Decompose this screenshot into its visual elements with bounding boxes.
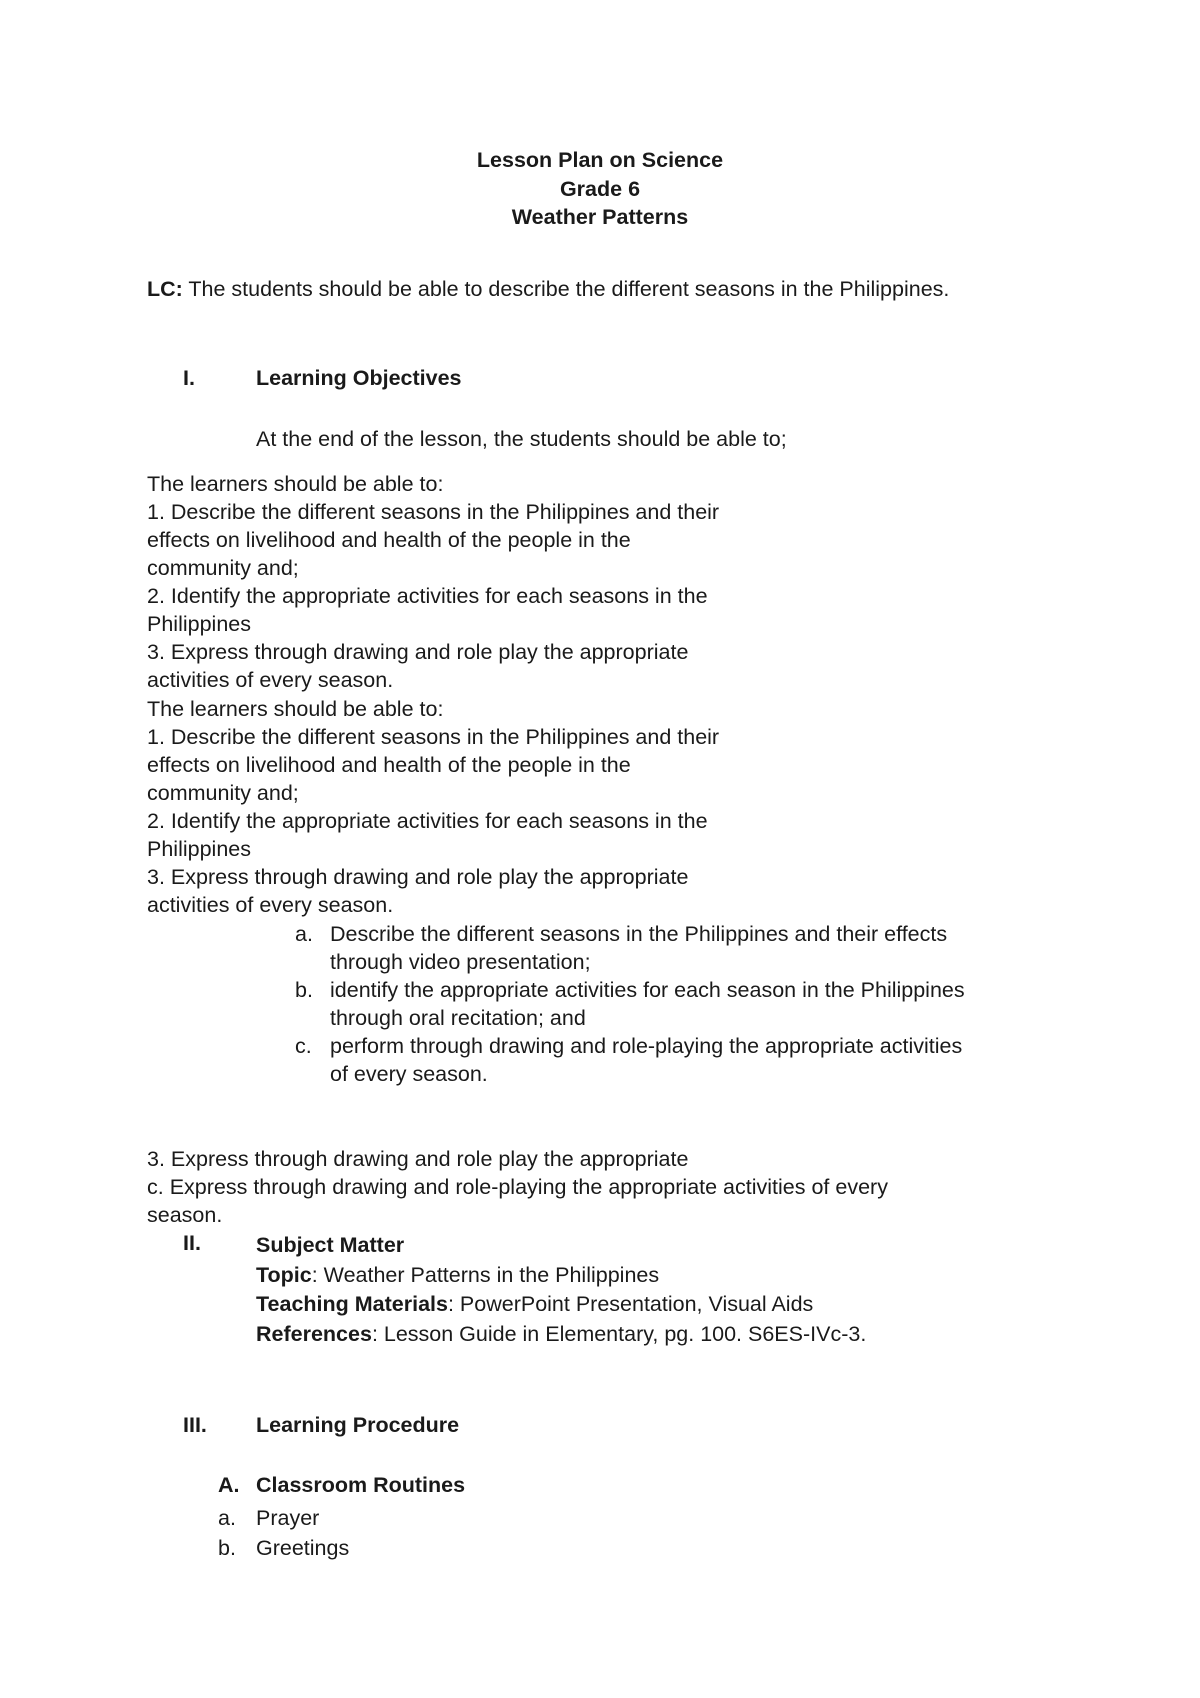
subsection-a-heading: Classroom Routines (256, 1473, 466, 1497)
objectives-block-3 (147, 1145, 888, 1229)
references-value: : Lesson Guide in Elementary, pg. 100. S6ES-IVc-3. (371, 1321, 867, 1346)
list-item-line: of every season. (330, 1062, 488, 1086)
paragraph-line: Philippines (147, 837, 251, 861)
paragraph-line: community and; (147, 781, 299, 805)
list-item (295, 1032, 965, 1088)
list-item-line: perform through drawing and role-playing the appropriate activities (330, 1034, 963, 1058)
topic-line (256, 1261, 866, 1291)
section-2-number: II. (183, 1231, 201, 1255)
materials-label: Teaching Materials (256, 1292, 448, 1316)
list-item (218, 1503, 349, 1533)
list-item (295, 976, 965, 1032)
paragraph-line: 2. Identify the appropriate activities for each seasons in the (147, 809, 708, 833)
list-marker: b. (218, 1536, 236, 1560)
paragraph-line: community and; (147, 556, 299, 580)
objectives-intro: At the end of the lesson, the students should be able to; (256, 427, 787, 451)
section-1-number: I. (183, 366, 195, 390)
subject-matter (256, 1231, 866, 1349)
list-item-line: through oral recitation; and (330, 1006, 586, 1030)
title-line-topic: Weather Patterns (511, 205, 689, 229)
title-line-subject: Lesson Plan on Science (476, 148, 724, 172)
topic-value: : Weather Patterns in the Philippines (311, 1262, 660, 1287)
references-line (256, 1320, 866, 1350)
routines-list (218, 1503, 349, 1563)
list-item-label: Greetings (256, 1536, 350, 1560)
paragraph-line: c. Express through drawing and role-playing the appropriate activities of every (147, 1175, 888, 1199)
list-item-line: Describe the different seasons in the Philippines and their effects (330, 922, 948, 946)
paragraph-line: activities of every season. (147, 668, 394, 692)
materials-value: : PowerPoint Presentation, Visual Aids (447, 1292, 814, 1316)
paragraph-line: The learners should be able to: (147, 472, 444, 496)
list-marker: b. (295, 978, 313, 1002)
section-1-heading: Learning Objectives (256, 366, 462, 390)
objectives-block-1 (147, 470, 719, 694)
lc-label: LC: (147, 277, 183, 301)
title-line-grade: Grade 6 (559, 176, 641, 201)
objectives-list (295, 920, 965, 1088)
subsection-a-marker: A. (218, 1473, 240, 1497)
paragraph-line: 3. Express through drawing and role play the appropriate (147, 865, 689, 889)
list-item-label: Prayer (256, 1506, 320, 1530)
section-2-heading: Subject Matter (256, 1233, 405, 1257)
paragraph-line: season. (147, 1203, 223, 1227)
lc-text: The students should be able to describe the different seasons in the Philippines. (182, 277, 950, 301)
list-item (218, 1533, 349, 1563)
section-3-heading: Learning Procedure (256, 1413, 460, 1437)
paragraph-line: effects on livelihood and health of the people in the (147, 753, 631, 777)
paragraph-line: Philippines (147, 612, 251, 636)
list-item-line: through video presentation; (330, 950, 591, 974)
objectives-block-2 (147, 695, 719, 919)
paragraph-line: 2. Identify the appropriate activities for each seasons in the (147, 584, 708, 608)
references-label: References (256, 1321, 372, 1346)
section-3-number: III. (183, 1413, 207, 1437)
list-marker: a. (295, 922, 313, 946)
learning-competency (147, 277, 949, 302)
list-item (295, 920, 965, 976)
document-title (0, 146, 1200, 232)
list-marker: a. (218, 1506, 236, 1530)
paragraph-line: The learners should be able to: (147, 697, 444, 721)
paragraph-line: 3. Express through drawing and role play the appropriate (147, 1147, 689, 1171)
list-marker: c. (295, 1034, 312, 1058)
paragraph-line: 3. Express through drawing and role play the appropriate (147, 640, 689, 664)
paragraph-line: activities of every season. (147, 893, 394, 917)
paragraph-line: 1. Describe the different seasons in the Philippines and their (147, 725, 720, 749)
paragraph-line: 1. Describe the different seasons in the Philippines and their (147, 500, 720, 524)
list-item-line: identify the appropriate activities for each season in the Philippines (330, 978, 965, 1002)
materials-line (256, 1290, 866, 1320)
paragraph-line: effects on livelihood and health of the people in the (147, 528, 631, 552)
topic-label: Topic (256, 1262, 312, 1287)
